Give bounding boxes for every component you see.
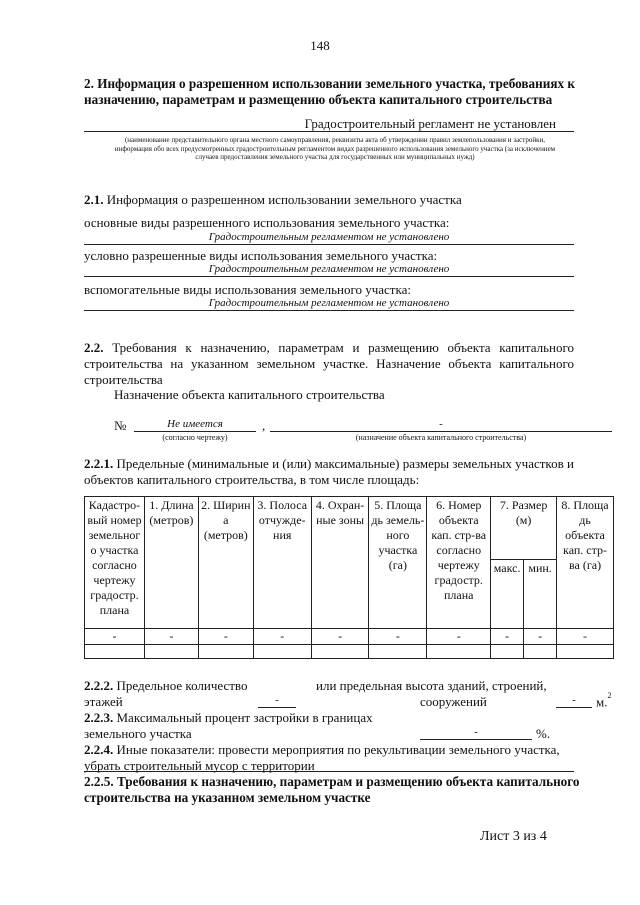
- dimensions-table: [84, 496, 614, 659]
- regulation-value: Градостроительный регламент не установлен: [84, 116, 574, 132]
- section-2-2: [84, 340, 574, 388]
- section-2-1: [84, 192, 462, 208]
- section-2-2-1-text: Предельные (минимальные и (или) максимальные) размеры земельных участков и объектов капитального строительства, в том числе площадь:: [84, 456, 574, 487]
- table-cell: -: [85, 629, 145, 645]
- conditional-uses-label: условно разрешенные виды использования земельного участка:: [84, 248, 438, 263]
- height-value: -: [556, 694, 592, 708]
- section-2-2-4-number: 2.2.4.: [84, 742, 114, 757]
- table-cell: -: [311, 629, 369, 645]
- table-cell: -: [427, 629, 491, 645]
- section-2-2-2: [84, 678, 247, 694]
- section-2-2-text: Требования к назначению, параметрам и размещению объекта капитального строительства на указанном земельном участке. Назначение объекта капитального строительства: [84, 340, 575, 387]
- table-cell: -: [369, 629, 427, 645]
- floors-value: -: [258, 694, 296, 708]
- table-row: [85, 629, 614, 645]
- max-coverage-label: Максимальный процент застройки в границах: [116, 710, 373, 725]
- table-cell: -: [253, 629, 311, 645]
- table-cell: -: [557, 629, 614, 645]
- section-2-1-number: 2.1.: [84, 192, 104, 207]
- object-purpose-caption: (назначение объекта капитального строительства): [355, 433, 527, 442]
- floors-label: этажей: [84, 694, 123, 709]
- section-2-1-text: Информация о разрешенном использовании земельного участка: [106, 192, 462, 207]
- table-cell: -: [144, 629, 198, 645]
- header-size: 7. Размер (м): [491, 497, 557, 560]
- header-size-max: макс.: [491, 560, 524, 629]
- height-unit: [596, 691, 612, 710]
- header-cadastral-number: Кадастро-вый номер земельног о участка согласно чертежу градостр. плана: [85, 497, 145, 629]
- height-unit-sup: 2: [607, 691, 612, 700]
- divider: [84, 771, 574, 772]
- structures-label: сооружений: [420, 694, 487, 709]
- main-uses-value: Градостроительным регламентом не установлено: [84, 231, 574, 245]
- main-uses-label: основные виды разрешенного использования земельного участка:: [84, 215, 450, 230]
- max-height-label: или предельная высота зданий, строений,: [316, 678, 547, 693]
- object-number-value: Не имеется: [134, 418, 256, 432]
- plot-label: земельного участка: [84, 726, 192, 741]
- section-2-2-3: [84, 710, 373, 726]
- section-2-2-4: [84, 742, 584, 773]
- max-floors-label: Предельное количество: [116, 678, 248, 693]
- header-protected-zones: 4. Охран-ные зоны: [311, 497, 369, 629]
- table-cell: -: [491, 629, 524, 645]
- header-object-number: 6. Номер объекта кап. стр-ва согласно чертежу градостр. плана: [427, 497, 491, 629]
- header-plot-area: 5. Площа дь земель-ного участка (га): [369, 497, 427, 629]
- auxiliary-uses-value: Градостроительным регламентом не установлено: [84, 297, 574, 311]
- auxiliary-uses-label: вспомогательные виды использования земельного участка:: [84, 282, 411, 297]
- other-indicators-text: Иные показатели: провести мероприятия по рекультивации земельного участка, убрать строительный мусор с территории: [84, 742, 560, 773]
- height-unit-text: м.: [596, 694, 608, 710]
- coverage-value: -: [420, 726, 532, 740]
- page-number: 148: [310, 38, 330, 53]
- regulation-note: (наименование представительного органа местного самоуправления, реквизиты акта об утверждении правил землепользования и застройки, информация обо всех предусмотренных градостроительным регламентом видах разрешенного использования земельного участка (за исключением случаев предоставления земельного участка для государственных или муниципальных нужд): [114, 136, 556, 162]
- section-2-2-5: 2.2.5. Требования к назначению, параметрам и размещению объекта капитального строительства на указанном земельном участке: [84, 774, 580, 805]
- conditional-uses-value: Градостроительным регламентом не установлено: [84, 263, 574, 277]
- sheet-counter: Лист 3 из 4: [480, 829, 547, 844]
- coverage-unit: %.: [536, 726, 551, 741]
- header-size-min: мин.: [524, 560, 557, 629]
- section-2-2-1: [84, 456, 584, 488]
- header-length: 1. Длина (метров): [144, 497, 198, 629]
- section-2-title: 2. Информация о разрешенном использовании земельного участка, требованиях к назначению, параметрам и размещению объекта капитального строительства: [84, 76, 575, 107]
- table-header-row: [85, 497, 614, 560]
- header-exclusion-strip: 3. Полоса отчужде-ния: [253, 497, 311, 629]
- table-row-empty: [85, 645, 614, 659]
- table-cell: -: [198, 629, 253, 645]
- header-width: 2. Ширин а (метров): [198, 497, 253, 629]
- table-cell: -: [524, 629, 557, 645]
- object-purpose-value: -: [270, 418, 612, 432]
- section-2-2-3-number: 2.2.3.: [84, 710, 114, 725]
- number-sign: №: [114, 418, 127, 433]
- section-2-2-2-number: 2.2.2.: [84, 678, 114, 693]
- section-2-2-1-number: 2.2.1.: [84, 456, 114, 471]
- header-object-area: 8. Площа дь объекта кап. стр-ва (га): [557, 497, 614, 629]
- object-purpose-label: Назначение объекта капитального строительства: [114, 387, 385, 402]
- object-number-caption: (согласно чертежу): [162, 433, 228, 442]
- comma-separator: ,: [262, 418, 266, 433]
- section-2-2-number: 2.2.: [84, 340, 104, 355]
